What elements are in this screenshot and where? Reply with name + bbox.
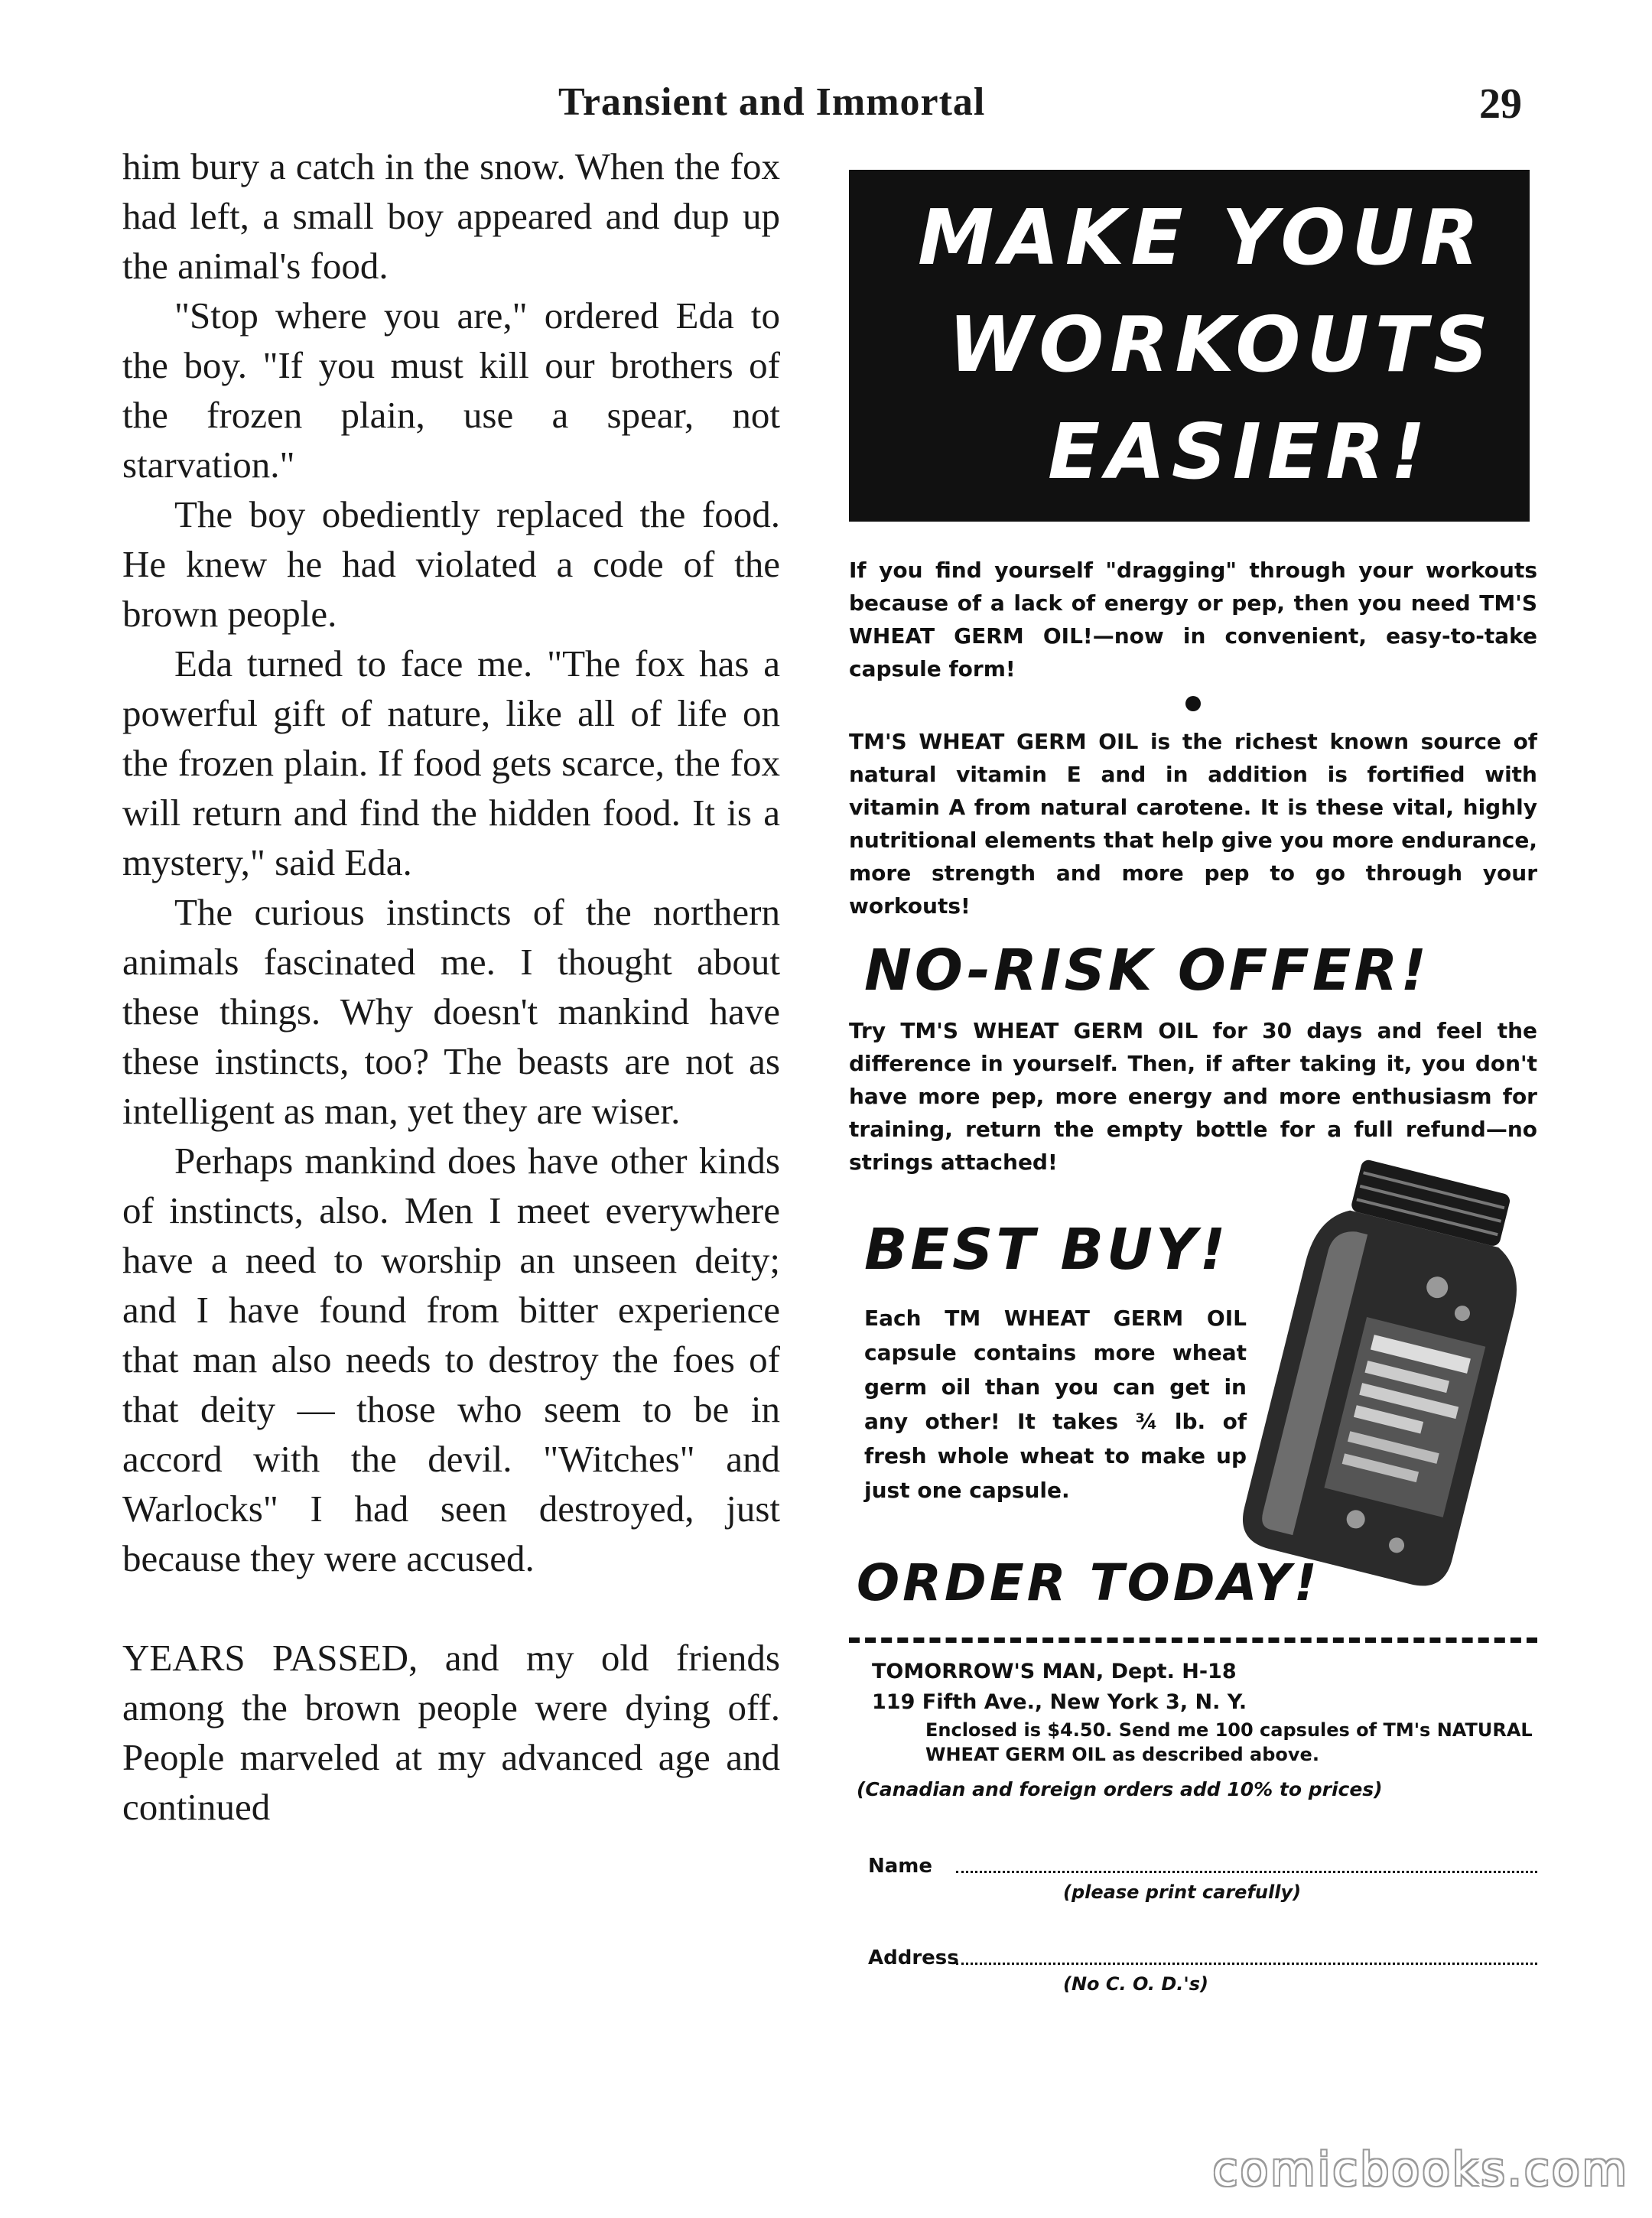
address-line <box>956 1963 1537 1965</box>
capsule-jar-image <box>1239 1156 1537 1592</box>
story-paragraph: YEARS PASSED, and my old friends among the brown people were dying off. People marveled at my advanced age and continued <box>122 1637 780 1828</box>
ad-headline-line: WORKOUTS <box>948 300 1494 389</box>
ad-headline-box <box>849 170 1530 522</box>
best-buy-section <box>849 1217 1537 1630</box>
best-buy-heading: BEST BUY! <box>864 1217 1229 1283</box>
page-header <box>122 80 1522 141</box>
story-paragraph: Eda turned to face me. "The fox has a powerful gift of nature, like all of life on the frozen plain. If food gets scarce, the fox will return and find the hidden food. It is a mystery," said Eda. <box>122 642 780 883</box>
ad-body-text: TM'S WHEAT GERM OIL is the richest known source of natural vitamin E and in addition is fortified with vitamin A from natural carotene. It is these vital, highly nutritional elements that help give you more endurance, more strength and more pep to go through your workouts! <box>849 729 1537 919</box>
story-paragraph: The curious instincts of the northern animals fascinated me. I thought about these things. Why doesn't mankind have these instincts, too? The beasts are not as intelligent as man, yet they are wiser. <box>122 891 780 1132</box>
wheat-germ-advertisement <box>849 170 1537 1995</box>
page-number: 29 <box>1479 80 1522 128</box>
site-watermark: comicbooks.com <box>1212 2143 1629 2197</box>
bullet-dot-icon <box>1185 696 1201 711</box>
name-line <box>956 1871 1537 1873</box>
story-paragraph: "Stop where you are," ordered Eda to the boy. "If you must kill our brothers of the frozen plain, use a spear, not starvation." <box>122 294 780 486</box>
coupon-cut-line <box>849 1637 1537 1643</box>
story-paragraph: The boy obediently replaced the food. He knew he had violated a code of the brown people. <box>122 493 780 635</box>
coupon-foreign-note: (Canadian and foreign orders add 10% to prices) <box>857 1778 1383 1800</box>
story-column <box>122 141 780 1832</box>
no-risk-text: Try TM'S WHEAT GERM OIL for 30 days and feel the difference in yourself. Then, if after taking it, you don't have more pep, more energy and more enthusiasm for training, return the empty bottle for a full refund—no strings attached! <box>849 1018 1537 1175</box>
address-label: Address <box>868 1946 959 1969</box>
name-label: Name <box>868 1855 933 1878</box>
name-hint: (please print carefully) <box>1063 1881 1302 1903</box>
order-coupon <box>857 1657 1537 1995</box>
coupon-enclosed-text: Enclosed is $4.50. Send me 100 capsules of TM's NATURAL WHEAT GERM OIL as described above. <box>925 1719 1533 1765</box>
cod-note: (No C. O. D.'s) <box>1063 1973 1208 1995</box>
coupon-address: 119 Fifth Ave., New York 3, N. Y. <box>872 1690 1247 1714</box>
story-paragraph: him bury a catch in the snow. When the fox had left, a small boy appeared and dup up the animal's food. <box>122 145 780 287</box>
coupon-address-field <box>868 1943 1537 1995</box>
ad-headline-line: EASIER! <box>1048 407 1432 496</box>
ad-intro-text: If you find yourself "dragging" through your workouts because of a lack of energy or pep, then you need TM'S WHEAT GERM OIL!—now in convenient, easy-to-take capsule form! <box>849 558 1537 681</box>
ad-headline-line: MAKE YOUR <box>918 193 1485 282</box>
order-today-heading: ORDER TODAY! <box>857 1553 1320 1612</box>
running-title: Transient and Immortal <box>558 80 986 124</box>
best-buy-text: Each TM WHEAT GERM OIL capsule contains more wheat germ oil than you can get in any other! It takes ¾ lb. of fresh whole wheat to make up just one capsule. <box>864 1306 1247 1503</box>
story-paragraph: Perhaps mankind does have other kinds of instincts, also. Men I meet everywhere have a need to worship an unseen deity; and I have found from bitter experience that man also needs to destroy the foes of that deity — those who seem to be in accord with the devil. "Witches" and Warlocks" I had seen destroyed, just because they were accused. <box>122 1140 780 1579</box>
coupon-company: TOMORROW'S MAN, Dept. H-18 <box>872 1660 1237 1683</box>
coupon-name-field <box>868 1851 1537 1903</box>
no-risk-heading: NO-RISK OFFER! <box>864 938 1430 1003</box>
